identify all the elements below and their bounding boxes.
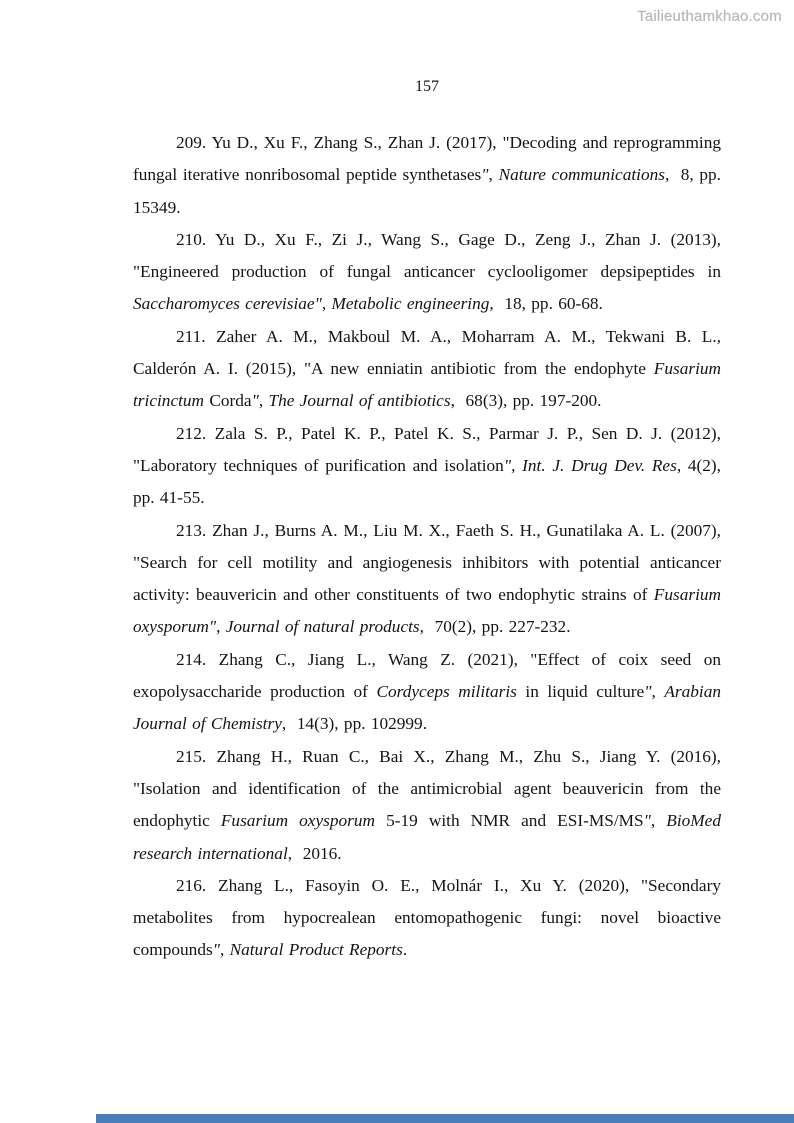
reference-item xyxy=(133,870,721,967)
reference-segment: , xyxy=(651,682,665,702)
reference-item xyxy=(133,515,721,644)
reference-segment-italic: Fusarium oxysporum xyxy=(220,811,376,831)
reference-segment: 5-19 with NMR and ESI-MS/MS xyxy=(375,811,644,831)
reference-segment-italic: " xyxy=(503,455,512,475)
watermark: Tailieuthamkhao.com xyxy=(637,8,782,25)
reference-segment: , 68(3), pp. 197-200. xyxy=(450,391,602,411)
reference-segment-italic: Metabolic engineering xyxy=(331,294,490,314)
footer-accent-bar xyxy=(96,1114,794,1123)
reference-segment: 215. Zhang H., Ruan C., Bai X., Zhang M., Zhu S., Jiang Y. (2016), "Isolation and identification of the antimicrobial agent beauvericin from the endophytic xyxy=(133,746,721,831)
reference-segment-italic: Fusarium tricinctum xyxy=(133,359,721,411)
reference-segment: , xyxy=(321,294,332,314)
page-number: 157 xyxy=(415,78,439,95)
reference-item xyxy=(133,418,721,515)
reference-segment: 214. Zhang C., Jiang L., Wang Z. (2021), "Effect of coix seed on exopolysaccharide production of xyxy=(133,649,721,702)
reference-segment-italic: Nature communications xyxy=(498,165,665,185)
reference-segment: . xyxy=(402,940,408,960)
references-list xyxy=(133,127,721,967)
reference-item xyxy=(133,321,721,418)
reference-item xyxy=(133,224,721,321)
reference-segment: , xyxy=(511,455,523,475)
reference-segment-italic: Fusarium oxysporum" xyxy=(133,585,721,637)
reference-segment: 210. Yu D., Xu F., Zi J., Wang S., Gage D., Zeng J., Zhan J. (2013), "Engineered production of fungal anticancer cyclooligomer depsipeptides in xyxy=(133,229,721,282)
reference-segment: in liquid culture xyxy=(516,682,645,702)
reference-segment: 216. Zhang L., Fasoyin O. E., Molnár I., Xu Y. (2020), "Secondary metabolites from hypocrealean entomopathogenic fungi: novel bioactive compounds xyxy=(133,875,721,960)
reference-item xyxy=(133,127,721,224)
reference-segment-italic: Int. J. Drug Dev. Res xyxy=(522,455,677,475)
reference-segment: , 8, pp. 15349. xyxy=(133,165,722,217)
reference-segment-italic: " xyxy=(644,682,652,702)
reference-segment: , xyxy=(219,940,230,960)
reference-segment: 211. Zaher A. M., Makboul M. A., Moharram A. M., Tekwani B. L., Calderón A. I. (2015), "A new enniatin antibiotic from the endophyte xyxy=(133,326,721,379)
reference-segment: 213. Zhan J., Burns A. M., Liu M. X., Faeth S. H., Gunatilaka A. L. (2007), "Search for cell motility and angiogenesis inhibitors with potential anticancer activity: beauvericin and other constituents of two endophytic strains of xyxy=(133,520,721,605)
reference-segment: , 70(2), pp. 227-232. xyxy=(419,617,571,637)
reference-segment-italic: " xyxy=(251,391,259,411)
reference-segment: Corda xyxy=(204,391,252,411)
reference-segment: , xyxy=(650,811,667,831)
reference-item xyxy=(133,741,721,870)
reference-segment-italic: BioMed research international xyxy=(133,811,721,863)
reference-segment: , xyxy=(488,165,499,185)
reference-segment-italic: Cordyceps militaris xyxy=(376,682,517,702)
reference-segment-italic: Arabian Journal of Chemistry xyxy=(133,682,721,734)
reference-segment-italic: " xyxy=(643,811,651,831)
reference-segment-italic: The Journal of antibiotics xyxy=(268,391,451,411)
reference-segment-italic: Natural Product Reports xyxy=(229,940,403,960)
reference-segment: , xyxy=(216,617,226,637)
reference-segment: , 14(3), pp. 102999. xyxy=(281,714,428,734)
reference-segment: , 4(2), pp. 41-55. xyxy=(133,455,721,508)
reference-segment: 212. Zala S. P., Patel K. P., Patel K. S., Parmar J. P., Sen D. J. (2012), "Laboratory techniques of purification and isolation xyxy=(133,423,721,475)
reference-segment-italic: Saccharomyces cerevisiae" xyxy=(133,294,322,314)
reference-segment: , xyxy=(258,391,269,411)
reference-segment: , 18, pp. 60-68. xyxy=(489,294,603,314)
reference-segment: , 2016. xyxy=(287,843,342,863)
reference-item xyxy=(133,644,721,741)
reference-segment: 209. Yu D., Xu F., Zhang S., Zhan J. (2017), "Decoding and reprogramming fungal iterative nonribosomal peptide synthetases xyxy=(133,133,721,185)
reference-segment-italic: " xyxy=(481,165,489,185)
reference-segment-italic: Journal of natural products xyxy=(225,617,420,637)
reference-segment-italic: " xyxy=(212,940,220,960)
